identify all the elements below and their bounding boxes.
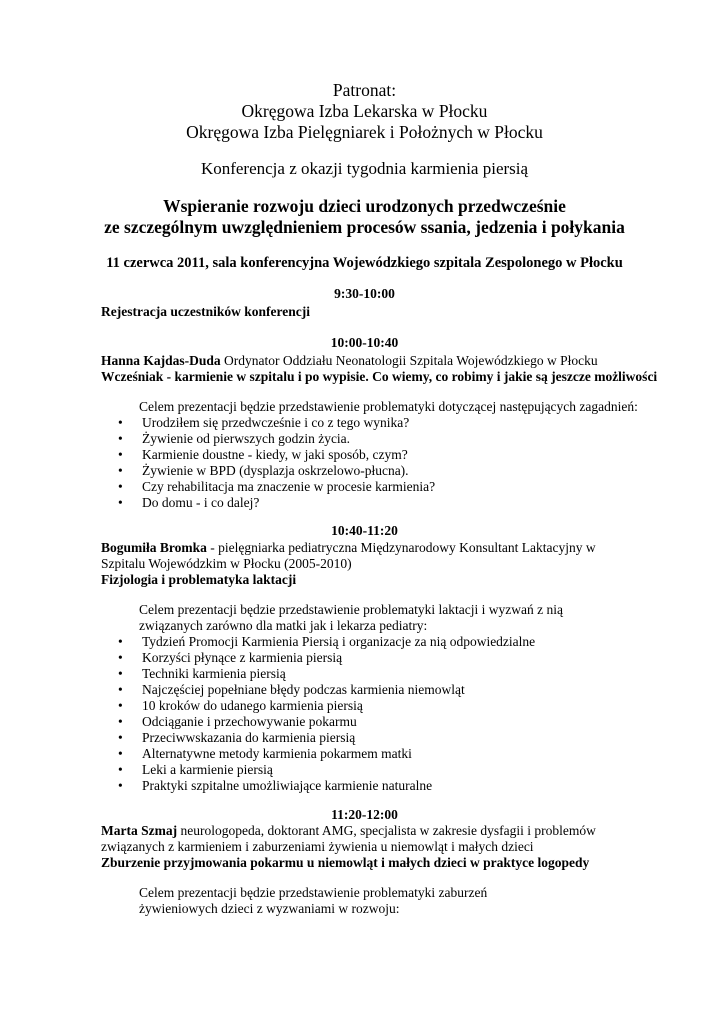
list-item: • Najczęściej popełniane błędy podczas karmienia niemowląt bbox=[142, 682, 628, 698]
list-item: • Do domu - i co dalej? bbox=[142, 495, 628, 511]
session-4-speaker: Marta Szmaj bbox=[101, 823, 178, 838]
list-item: • 10 kroków do udanego karmienia piersią bbox=[142, 698, 628, 714]
patron-nurses-chamber: Okręgowa Izba Pielęgniarek i Położnych w Płocku bbox=[186, 122, 543, 142]
list-item: • Leki a karmienie piersią bbox=[142, 762, 628, 778]
session-3-role: - pielęgniarka pediatryczna Międzynarodowy Konsultant Laktacyjny w Szpitalu Wojewódzkim w Płocku (2005-2010) bbox=[101, 540, 596, 571]
date-and-venue: 11 czerwca 2011, sala konferencyjna Wojewódzkiego szpitala Zespolonego w Płocku bbox=[106, 255, 623, 271]
list-item: • Czy rehabilitacja ma znaczenie w procesie karmienia? bbox=[142, 479, 628, 495]
list-item: • Żywienie w BPD (dysplazja oskrzelowo-płucna). bbox=[142, 463, 628, 479]
list-item: • Odciąganie i przechowywanie pokarmu bbox=[142, 714, 628, 730]
session-1-time: 9:30-10:00 bbox=[334, 286, 395, 301]
session-4-speaker-line bbox=[101, 823, 658, 855]
session-2-topics-list bbox=[101, 415, 628, 511]
session-3-speaker-line bbox=[101, 540, 628, 572]
list-item: • Praktyki szpitalne umożliwiające karmienie naturalne bbox=[142, 778, 628, 794]
session-3-topics-list bbox=[101, 634, 628, 794]
session-3-time: 10:40-11:20 bbox=[331, 523, 398, 538]
session-2-time: 10:00-10:40 bbox=[330, 335, 399, 350]
session-4-time: 11:20-12:00 bbox=[331, 807, 398, 822]
session-3-intro: Celem prezentacji będzie przedstawienie problematyki laktacji i wyzwań z nią związanych zarówno dla matki jak i lekarza pediatry: bbox=[139, 602, 563, 633]
session-4-topic: Zburzenie przyjmowania pokarmu u niemowląt i małych dzieci w praktyce logopedy bbox=[101, 855, 590, 870]
patron-medical-chamber: Okręgowa Izba Lekarska w Płocku bbox=[241, 101, 488, 121]
list-item: • Przeciwwskazania do karmienia piersią bbox=[142, 730, 628, 746]
list-item: • Karmienie doustne - kiedy, w jaki sposób, czym? bbox=[142, 447, 628, 463]
patronage-block bbox=[101, 0, 628, 143]
session-2-speaker-line bbox=[101, 353, 628, 369]
session-3-speaker: Bogumiła Bromka bbox=[101, 540, 207, 555]
list-item: • Urodziłem się przedwcześnie i co z tego wynika? bbox=[142, 415, 628, 431]
session-4-role: neurologopeda, doktorant AMG, specjalista w zakresie dysfagii i problemów związanych z karmieniem i zaburzeniami żywienia u niemowląt i małych dzieci bbox=[101, 823, 596, 854]
session-1-title: Rejestracja uczestników konferencji bbox=[101, 304, 310, 319]
session-4-intro: Celem prezentacji będzie przedstawienie problematyki zaburzeń żywieniowych dzieci z wyzwaniami w rozwoju: bbox=[139, 885, 488, 916]
list-item: • Techniki karmienia piersią bbox=[142, 666, 628, 682]
conference-title bbox=[101, 196, 628, 238]
session-2-intro: Celem prezentacji będzie przedstawienie problematyki dotyczącej następujących zagadnień: bbox=[139, 399, 638, 414]
conference-name: Konferencja z okazji tygodnia karmienia piersią bbox=[200, 159, 529, 178]
title-line-2: ze szczególnym uwzględnieniem procesów ssania, jedzenia i połykania bbox=[104, 217, 625, 237]
list-item: • Tydzień Promocji Karmienia Piersią i organizacje za nią odpowiedzialne bbox=[142, 634, 628, 650]
session-3-topic: Fizjologia i problematyka laktacji bbox=[101, 572, 297, 587]
list-item: • Żywienie od pierwszych godzin życia. bbox=[142, 431, 628, 447]
session-2-speaker: Hanna Kajdas-Duda bbox=[101, 353, 221, 368]
title-line-1: Wspieranie rozwoju dzieci urodzonych przedwcześnie bbox=[163, 196, 566, 216]
session-2-role: Ordynator Oddziału Neonatologii Szpitala Wojewódzkiego w Płocku bbox=[220, 353, 598, 368]
list-item: • Korzyści płynące z karmienia piersią bbox=[142, 650, 628, 666]
list-item: • Alternatywne metody karmienia pokarmem matki bbox=[142, 746, 628, 762]
session-2-topic: Wcześniak - karmienie w szpitalu i po wypisie. Co wiemy, co robimy i jakie są jeszcze możliwości bbox=[101, 369, 658, 384]
patronat-label: Patronat: bbox=[332, 80, 397, 100]
